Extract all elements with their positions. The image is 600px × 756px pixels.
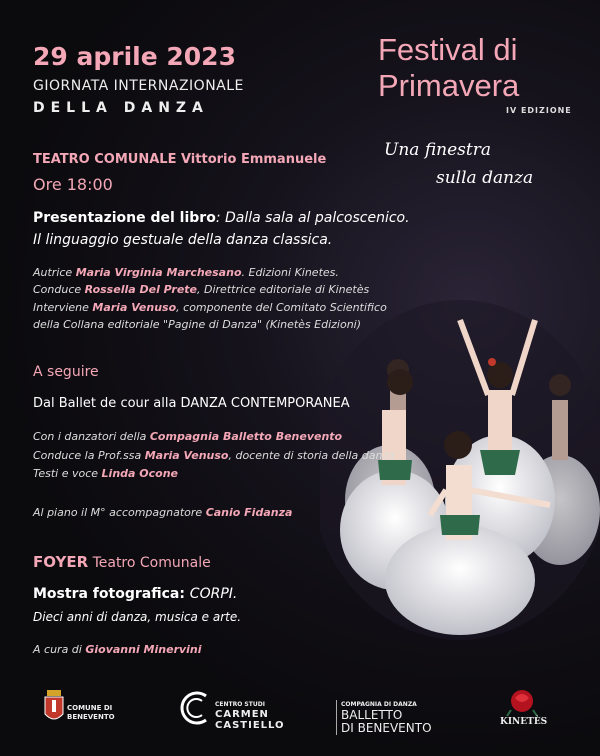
presentation-line (33, 210, 410, 226)
rose-icon (505, 688, 539, 718)
conduce-prof-suffix: , docente di storia della danza (228, 449, 395, 462)
tagline-line2: sulla danza (436, 168, 534, 188)
autrice-name: Maria Virginia Marchesano (75, 266, 242, 279)
giornata-label: GIORNATA INTERNAZIONALE (33, 78, 244, 94)
conduce-prof-line (33, 449, 395, 462)
balletto-line2: BALLETTO (341, 708, 403, 722)
interviene-suffix: , componente del Comitato Scientifico (176, 301, 387, 314)
festival-title-line2: Primavera (378, 68, 520, 103)
conduce-label: Conduce (33, 283, 85, 296)
danzatori-name: Compagnia Balletto Benevento (149, 430, 343, 443)
danzatori-label: Con i danzatori della (33, 430, 150, 443)
comune-crest-icon (44, 690, 64, 724)
presentation-title: : Dalla sala al palcoscenico. (215, 210, 410, 226)
foyer-label: FOYER (33, 553, 89, 571)
piano-name: Canio Fidanza (205, 506, 293, 519)
conduce-line (33, 283, 369, 296)
testi-line (33, 467, 178, 480)
testi-label: Testi e voce (33, 467, 102, 480)
autrice-suffix: . Edizioni Kinetes. (241, 266, 339, 279)
presentation-prefix: Presentazione del libro (33, 210, 216, 226)
studio-line2: CARMEN (215, 709, 269, 720)
conduce-prof-label: Conduce la Prof.ssa (33, 449, 145, 462)
ballet-title: Dal Ballet de cour alla DANZA CONTEMPORANEA (33, 396, 350, 411)
comune-logo (67, 704, 115, 722)
testi-name: Linda Ocone (101, 467, 179, 480)
cura-line (33, 643, 202, 656)
studio-line1: CENTRO STUDI (215, 701, 265, 708)
della-danza-label: DELLA DANZA (33, 100, 209, 116)
event-date: 29 aprile 2023 (33, 42, 236, 71)
tagline-line1: Una finestra (384, 140, 491, 160)
interviene-line (33, 301, 387, 314)
venue-title: TEATRO COMUNALE Vittorio Emmanuele (33, 152, 327, 167)
autrice-label: Autrice (33, 266, 76, 279)
interviene-name: Maria Venuso (92, 301, 177, 314)
mostra-subtitle: Dieci anni di danza, musica e arte. (33, 610, 242, 624)
piano-label: Al piano il M° accompagnatore (33, 506, 206, 519)
mostra-title: CORPI. (189, 586, 238, 602)
cura-label: A cura di (33, 643, 86, 656)
foyer-teatro: Teatro Comunale (88, 555, 211, 571)
edizione-label: IV EDIZIONE (506, 106, 572, 115)
centro-studi-icon (178, 690, 214, 726)
conduce-suffix: , Direttrice editoriale di Kinetès (197, 283, 370, 296)
mostra-line (33, 586, 237, 602)
event-time: Ore 18:00 (33, 175, 113, 194)
festival-title-line1: Festival di (378, 32, 518, 67)
balletto-logo (336, 700, 432, 735)
balletto-line3: DI BENEVENTO (341, 721, 432, 735)
conduce-name: Rossella Del Prete (84, 283, 198, 296)
cura-name: Giovanni Minervini (85, 643, 202, 656)
piano-line (33, 506, 292, 519)
kinetes-logo: KINETÈS (500, 717, 548, 727)
interviene-line2: della Collana editoriale "Pagine di Danza" (Kinetès Edizioni) (33, 318, 362, 331)
presentation-subtitle: Il linguaggio gestuale della danza classica. (33, 232, 333, 248)
danzatori-line (33, 430, 342, 443)
foyer-line (33, 553, 211, 571)
dancers-illustration (320, 300, 600, 640)
mostra-label: Mostra fotografica: (33, 586, 190, 602)
comune-line1: COMUNE DI (67, 704, 113, 712)
a-seguire-label: A seguire (33, 364, 99, 380)
studio-line3: CASTIELLO (215, 720, 285, 731)
conduce-prof-name: Maria Venuso (144, 449, 229, 462)
comune-line2: BENEVENTO (67, 713, 115, 721)
centro-studi-logo (215, 700, 285, 731)
interviene-label: Interviene (33, 301, 93, 314)
balletto-line1: COMPAGNIA DI DANZA (341, 701, 417, 708)
autrice-line (33, 266, 339, 279)
